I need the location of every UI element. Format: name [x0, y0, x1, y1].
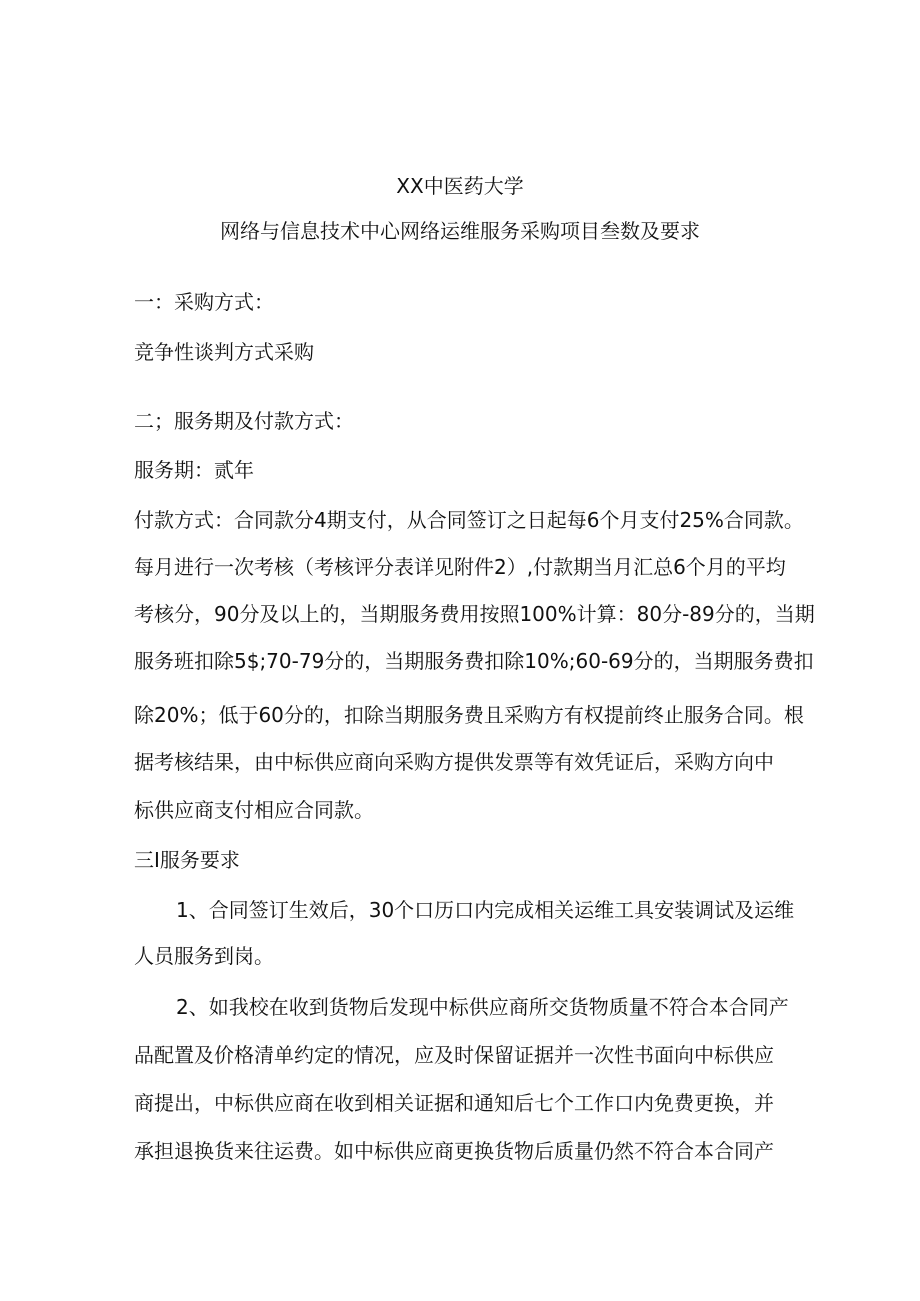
document-subtitle: 网络与信息技术中心网络运维服务采购项目叁数及要求: [220, 219, 700, 243]
payment-line: 考核分，90分及以上的，当期服务费用按照100%计算：80分-89分的，当期: [134, 602, 815, 626]
section3-heading: 三I服务要求: [134, 848, 240, 872]
item2-line: 2、如我校在收到货物后发现中标供应商所交货物质量不符合本合同产: [176, 995, 789, 1019]
section1-heading: 一：采购方式：: [134, 290, 274, 314]
item2-line: 商提出，中标供应商在收到相关证据和通知后七个工作口内免费更换，并: [134, 1091, 774, 1115]
section1-text: 竞争性谈判方式采购: [134, 340, 314, 364]
section2-heading: 二；服务期及付款方式：: [134, 409, 354, 433]
item2-line: 品配置及价格清单约定的情况，应及时保留证据并一次性书面向中标供应: [134, 1043, 774, 1067]
item2-line: 承担退换货来往运费。如中标供应商更换货物后质量仍然不符合本合同产: [134, 1139, 774, 1163]
item1-line: 1、合同签订生效后，30个口历口内完成相关运维工具安装调试及运维: [176, 898, 795, 922]
item1-line: 人员服务到岗。: [134, 944, 274, 968]
payment-line: 标供应商支付相应合同款。: [134, 798, 374, 822]
payment-line: 付款方式：合同款分4期支付，从合同签订之日起每6个月支付25%合同款。: [134, 508, 804, 532]
service-period: 服务期：贰年: [134, 458, 254, 482]
payment-line: 据考核结果，由中标供应商向采购方提供发票等有效凭证后，采购方向中: [134, 750, 774, 774]
document-title: XX中医药大学: [396, 174, 524, 198]
payment-line: 除20%；低于60分的，扣除当期服务费且采购方有权提前终止服务合同。根: [134, 703, 804, 727]
payment-line: 服务班扣除5$;70-79分的，当期服务费扣除10%;60-69分的，当期服务费扣: [134, 649, 814, 673]
payment-line: 每月进行一次考核（考核评分表详见附件2）,付款期当月汇总6个月的平均: [134, 555, 786, 579]
